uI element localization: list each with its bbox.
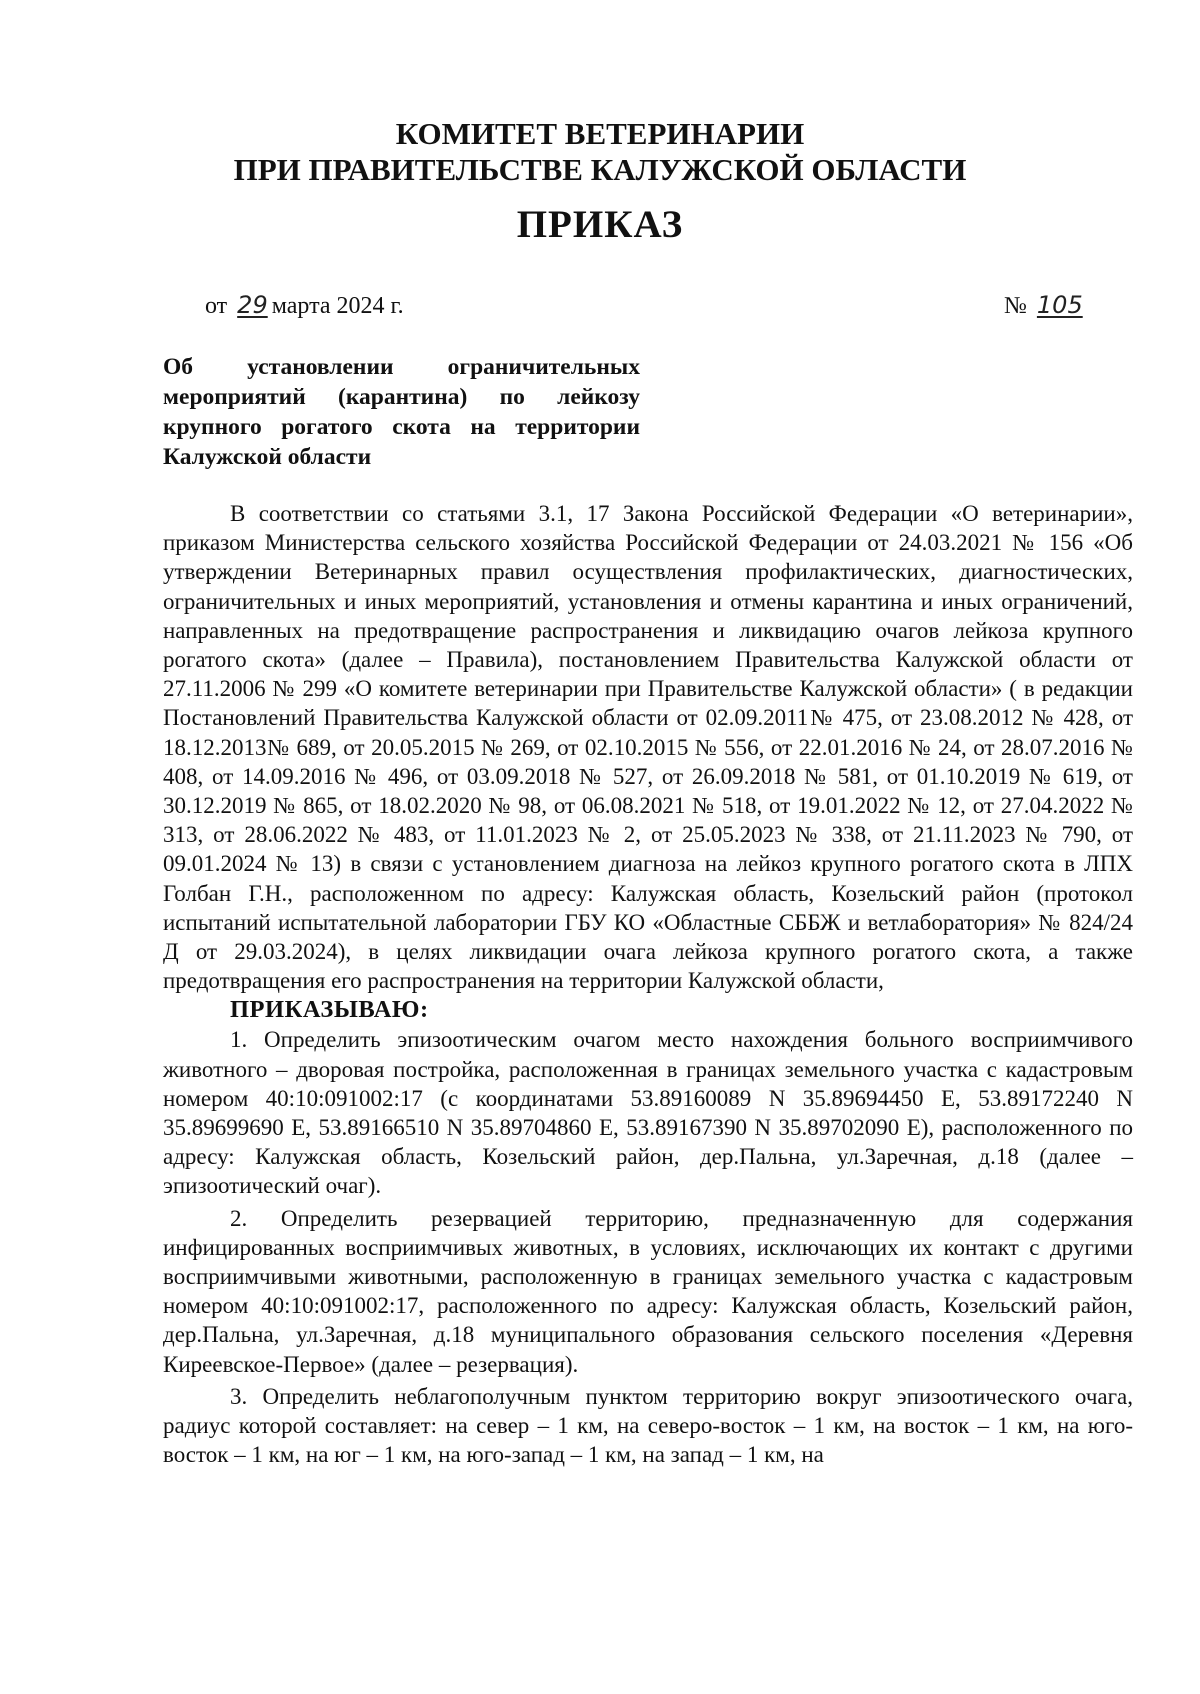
preamble-paragraph: В соответствии со статьями 3.1, 17 Закона Российской Федерации «О ветеринарии», приказом Министерства сельского хозяйства Российской Федерации от 24.03.2021 № 156 «Об утверждении Ветеринарных правил осуществления профилактических, диагностических, ограничительных и иных мероприятий, установления и отмены карантина и иных ограничений, направленных на предотвращение распространения и ликвидацию очагов лейкоза крупного рогатого скота» (далее – Правила), постановлением Правительства Калужской области от 27.11.2006 № 299 «О комитете ветеринарии при Правительстве Калужской области» ( в редакции Постановлений Правительства Калужской области от 02.09.2011№ 475, от 23.08.2012 № 428, от 18.12.2013№ 689, от 20.05.2015 № 269, от 02.10.2015 № 556, от 22.01.2016 № 24, от 28.07.2016 № 408, от 14.09.2016 № 496, от 03.09.2018 № 527, от 26.09.2018 № 581, от 01.10.2019 № 619, от 30.12.2019 № 865, от 18.02.2020 № 98, от 06.08.2021 № 518, от 19.01.2022 № 12, от 27.04.2022 № 313, от 28.06.2022 № 483, от 11.01.2023 № 2, от 25.05.2023 № 338, от 21.11.2023 № 790, от 09.01.2024 № 13) в связи с установлением диагноза на лейкоз крупного рогатого скота в ЛПХ Голбан Г.Н., расположенном по адресу: Калужская область, Козельский район (протокол испытаний испытательной лаборатории ГБУ КО «Областные СББЖ и ветлаборатория» № 824/24 Д от 29.03.2024), в целях ликвидации очага лейкоза крупного рогатого скота, а также предотвращения его распространения на территории Калужской области, — [163, 501, 1133, 994]
date-day-handwritten: 29 — [237, 291, 268, 319]
subject-line: Об установлении ограничительных — [163, 354, 640, 380]
item-1-paragraph: 1. Определить эпизоотическим очагом место нахождения больного восприимчивого животного – дворовая постройка, расположенная в границах земельного участка с кадастровым номером 40:10:091002:17 (с координатами 53.89160089 N 35.89694450 E, 53.89172240 N 35.89699690 E, 53.89166510 N 35.89704860 E, 53.89167390 N 35.89702090 E), расположенного по адресу: Калужская область, Козельский район, дер.Пальна, ул.Заречная, д.18 (далее – эпизоотический очаг). — [163, 1027, 1133, 1199]
order-number — [1004, 290, 1087, 321]
document-title: ПРИКАЗ — [516, 203, 684, 246]
item-2-paragraph: 2. Определить резервацией территорию, предназначенную для содержания инфицированных восприимчивых животных, в условиях, исключающих их контакт с другими восприимчивыми животными, расположенную в границах земельного участка с кадастровым номером 40:10:091002:17, расположенного по адресу: Калужская область, Козельский район, дер.Пальна, ул.Заречная, д.18 муниципального образования сельского поселения «Деревня Киреевское-Первое» (далее – резервация). — [163, 1205, 1133, 1377]
subject-line: крупного рогатого скота на территории — [163, 414, 640, 440]
number-handwritten: 105 — [1036, 291, 1083, 319]
number-prefix: № — [1004, 293, 1027, 319]
item-3-paragraph: 3. Определить неблагополучным пунктом территорию вокруг эпизоотического очага, радиус которой составляет: на север – 1 км, на северо-восток – 1 км, на восток – 1 км, на юго-восток – 1 км, на юг – 1 км, на юго-запад – 1 км, на запад – 1 км, на — [163, 1383, 1133, 1468]
order-date — [205, 290, 404, 321]
order-subject — [163, 352, 640, 472]
authority-subtitle: ПРИ ПРАВИТЕЛЬСТВЕ КАЛУЖСКОЙ ОБЛАСТИ — [233, 152, 967, 187]
order-body — [163, 499, 1133, 1470]
date-prefix: от — [205, 293, 228, 319]
subject-line: мероприятий (карантина) по лейкозу — [163, 384, 640, 410]
order-directive: ПРИКАЗЫВАЮ: — [230, 996, 429, 1024]
subject-line: Калужской области — [163, 444, 372, 470]
authority-name: КОМИТЕТ ВЕТЕРИНАРИИ — [395, 116, 805, 151]
date-month-year: марта 2024 г. — [271, 293, 404, 319]
